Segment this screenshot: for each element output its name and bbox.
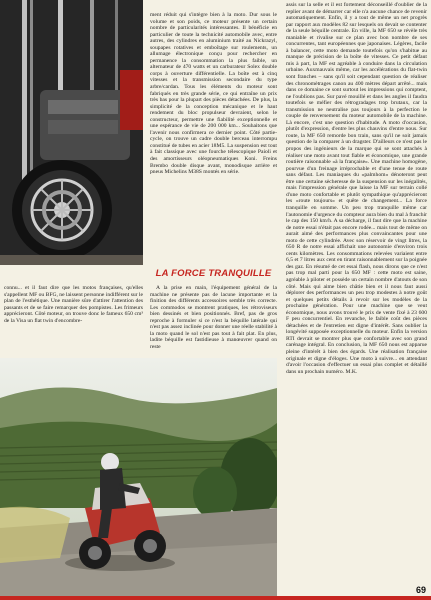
article-paragraph: connu... et il faut dire que les motos françaises, qu'elles s'appellent MF ou BFG, ne laissent personne indifférent sur le plan de l'esthétique. Une manière sûre d'attirer l'attention des passants et de se faire remarquer des pompistes. Les frimeurs apprécieront. Côté moteur, on trouve donc le fameux 650 cm³ de la Visa un flat twin d'encombre-	[4, 285, 143, 324]
article-column-middle-top	[150, 12, 277, 262]
article-paragraph: ment réduit qui s'intègre bien à la moto. Dur sous le volume et son poids, ce moteur présente un certain nombre de particularités intéressantes. Il bénéficie en particulier de toute la technicité automobile avec, entre autres, des cylindres en aluminium traité au Nickrazyl, soupapes rotatives et emboîtage sur roulements, un allumage électronique conçu pour rechercher en permanence la consommation la plus faible, un alternateur de 470 watts et un carburateur Solex double corps à ouverture différentielle. La boîte est à cinq vitesses et la transmission secondaire du type arbre/cardan. Tous les éléments du moteur sont fabriqués en très grande série, ce qui entraîne un prix très bas pour la plupart des pièces détachées. De plus, la simplicité de la conception mécanique et le haut rendement du bloc propulseur devraient, selon le constructeur, permettre une fiabilité exceptionnelle et une espérance de vie de 200 000 km... Souhaitons que l'avenir nous confirmera ce dernier point. Côté partie-cycle, on trouve un cadre double berceau interrompu constitué de tubes en acier 18M5. La suspension est tout à fait classique avec une fourche télescopique Paioli et des amortisseurs oléopneumatiques Koni. Freins Brembo double disque avant, monodisque arrière et pneus Michelins M38S montés en série.	[150, 12, 277, 176]
article-column-left-bottom	[4, 285, 143, 353]
article-paragraph: assis sur la selle et il est fortement déconseillé d'oublier de la replier avant de démarrer car elle n'a aucune chance de revenir automatiquement. Enfin, il y a tout de même un net progrès par rapport aux modèles 82 sur lesquels on devait se contenter de la seule béquille centrale. En ville, la MF 650 se révèle très maniable et rivalise sur ce plan avec bon nombre de ses concurrentes, tant européennes que japonaises. Légères, facile à balancer, cette moto demande toutefois qu'on s'habitue au manque de précision de la boîte de vitesses. Ce petit défaut mis à part, la MF est agréable à conduire dans la circulation urbaine. Auxmauvais même, car les accélérations du flat-twin sont franches – sans qu'il soit cependant question de réaliser des chronomètrages canon au 400 mètres départ arrêté... mais dans ce domaine ce sont surtout les impressions qui comptent, ne l'oublions pas. Sur pavé mouillé et dans les angles il faudra toutefois se méfier des rétrogradages trop brutaux, car la transmission ne neutralise pas toujours à la perfection le couple de renversement du moteur automobile de la machine. Là encore, c'est une question d'habitude. A moto d'occasion, plutôt d'expression, d'entre les plus chauvins d'entre nous. Sur route, la MF 650 remorde bon train, sans qu'il ne soit jamais question de la comparer à un dragster. D'ailleurs ce n'est pas le propos des ingénieurs de la marque qui se sont attachés à réaliser une moto avant tout fiable et économique, une grande routière raisonnable «à la française». Une machine homogène, pourvue d'un freinage irréprochable et d'une tenue de route sans défaut. Les maniaques du «palmhom» dénoteront peut être une certaine sècheresse de la suspension sur les inégalités, mais l'impression générale que laisse la MF sur terrain collé d'une moto confortable et plutôt sympathique qu'apprécieront les «route toujours» et quête de changement... La force tranquille en somme. Un peu trop tranquille même car l'autonomie d'urgence du compteur aura bien du mal à franchir le cap des 150 km/h. A sa décharge, il faut dire que la machine de notre essai n'était pas encore rodée... mais tout de même on aurait aimé des performances plus convaincantes pour une moto de cette cylindrée. Avec son réservoir de vingt litres, la 650 R de notre essai affichait une autonomie d'environ trois cents kilomètres. Les consommations relevées variaient entre 6,5 et 7 litres aux cent en tirant raisonnablement sur la poignée des gaz. En résumé de cet essai flash, nous dirons que ce n'est pas trop mal parti pour la 650 MF : cette moto est saine, agréable à piloter et possède un certain nombre d'atouts de son côté. Mais qui aime bien châtie bien et il nous faut aussi déplorer des performances un peu trop modestes à notre goût et quelques petits détails à revoir sur les modèles de la prochaine génération. Pour une machine que se veut économique, nous avons trouvé le prix de vente fixé à 23 600 F peu concurrentiel. En revanche, le faible coût des pièces détachées et de l'entretien est digne d'intérêt. Sans oublier la longévité supposée exceptionnelle du moteur. Enfin la version RTI devrait se montrer plus que confortable avec son grand carénage intégral. En conclusion, la MF 650 nous est apparue pleine d'intérêt à bien des égards. Une réalisation française originale et digne d'éloges. Une moto à suivre... en attendant d'avoir l'occasion d'effectuer un essai plus complet et détaillé dans un prochain numéro. M.K.	[286, 2, 427, 375]
article-paragraph: A la prise en main, l'équipement général de la machine ne présente pas de lacune importante et la finition des différents accessoires semble très correcte. Les commodos se montrent pratiques, les rétroviseurs bien dessinés et bien positionnés. Bref, pas de gros reproche à formuler si ce n'est la béquille latérale qui n'est pas assez inclinée pour donner une réelle stabilité à la moto quand le sol n'est pas tout à fait plat. En plus, ladite béquille est fastidieuse à manœuvrer quand on reste	[150, 285, 277, 350]
rider-on-road-photo	[0, 358, 277, 600]
page-number: 69	[415, 585, 426, 595]
article-column-middle-bottom	[150, 285, 277, 353]
rider-road-illustration	[0, 358, 277, 600]
section-headline: LA FORCE TRANQUILLE	[155, 268, 272, 279]
motorcycle-illustration	[0, 0, 143, 265]
motorcycle-engine-photo	[0, 0, 143, 265]
article-column-right	[286, 2, 427, 584]
page-footer-bar	[0, 596, 431, 600]
